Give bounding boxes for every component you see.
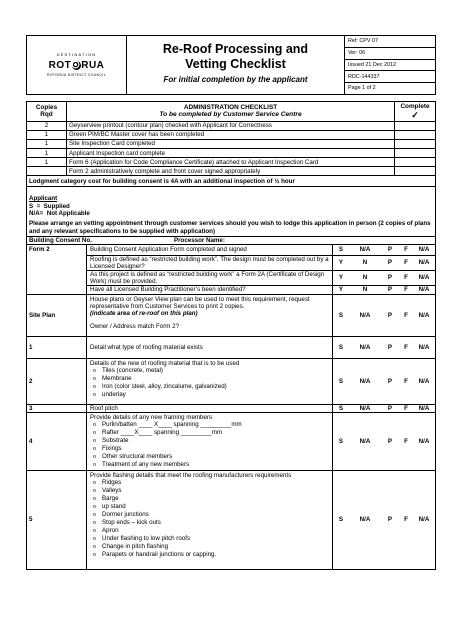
admin-heading: [67, 102, 395, 122]
checklist-table: [26, 236, 436, 570]
checkmark-icon: ✓: [411, 109, 419, 120]
status-f[interactable]: F: [404, 343, 408, 351]
status-na[interactable]: N/A: [359, 311, 371, 319]
status-na[interactable]: N/A: [418, 259, 430, 267]
table-row: [27, 405, 435, 413]
list-item: o Under flashing to low pitch roofs: [102, 535, 329, 543]
list-item: o underlay: [102, 391, 329, 399]
status-y[interactable]: Y: [338, 274, 344, 282]
list-item: o Fixings: [102, 445, 329, 453]
status-s[interactable]: S: [338, 343, 344, 351]
site-plan-desc: [87, 295, 333, 336]
status-na[interactable]: N/A: [359, 343, 371, 351]
vetting-instruction: Please arrange an vetting appointment through customer services should you wish to lodge this application in person (2 copies of plans and any relevant specifications to be supplied with application): [26, 220, 436, 235]
status-cells: [333, 271, 435, 285]
table-row: [87, 245, 435, 256]
status-p[interactable]: P: [387, 516, 393, 524]
status-s[interactable]: S: [338, 516, 344, 524]
site-plan-owner: Owner / Address match Form 2?: [90, 323, 180, 331]
legend-na: [29, 210, 433, 217]
copies-cell: [27, 167, 67, 176]
site-plan-text: House plans or Geyser View plan can be used to meet this requirement, request representative from Customer Services to print 2 copies.: [90, 295, 310, 310]
list-item: o Barge: [102, 495, 329, 503]
document-subtitle: For initial completion by the applicant: [163, 75, 308, 84]
reference-box: [345, 36, 435, 94]
complete-cell[interactable]: [395, 158, 435, 167]
table-row: [27, 337, 435, 359]
status-na[interactable]: N/A: [359, 246, 371, 254]
status-na[interactable]: N/A: [418, 404, 430, 412]
admin-item: Geyserview printout (contour plan) checked with Applicant for Correctness: [67, 122, 395, 131]
list-item: o Stop ends – kick outs: [102, 519, 329, 527]
form2-item: As this project is defined as “restricted building work” a Form 2A (Certificate of Design Work) must be provided.: [87, 271, 333, 285]
admin-checklist: [26, 101, 436, 176]
bullet-list: [90, 421, 329, 469]
status-f[interactable]: F: [404, 404, 408, 412]
document-title-line2: Vetting Checklist: [185, 57, 286, 71]
status-cells: [333, 286, 435, 294]
status-cells: [333, 256, 435, 270]
site-plan-note: (indicate area of re-roof on this plan): [90, 309, 198, 317]
table-row: [87, 271, 435, 286]
item-desc: [87, 413, 333, 470]
list-item: o up stand: [102, 503, 329, 511]
status-s[interactable]: S: [338, 246, 344, 254]
list-item: o Ridges: [102, 479, 329, 487]
logo-destination: DESTINATION: [56, 52, 97, 58]
status-na[interactable]: N/A: [359, 437, 371, 445]
item-number: 1: [27, 337, 87, 358]
item-text: Details of the new of roofing material that is to be used: [90, 359, 240, 367]
status-f[interactable]: F: [404, 286, 408, 294]
logo-wordmark: [49, 60, 105, 72]
council-logo: [27, 36, 127, 94]
form2-item: Have all Licensed Building Practitioner’s been identified?: [87, 286, 333, 294]
status-cells: [333, 245, 435, 255]
status-p[interactable]: P: [387, 377, 393, 385]
list-item: o Substrate: [102, 437, 329, 445]
copies-cell: 1: [27, 131, 67, 140]
table-row: [87, 286, 435, 294]
item-desc: [87, 471, 333, 569]
site-plan-row: [27, 295, 435, 337]
copies-cell: 1: [27, 140, 67, 149]
bullet-list: [90, 479, 329, 559]
status-na[interactable]: N/A: [418, 343, 430, 351]
rdc-number: RDC-144337: [345, 71, 435, 83]
status-na[interactable]: N/A: [418, 516, 430, 524]
copies-cell: 2: [27, 122, 67, 131]
item-number: 5: [27, 471, 87, 569]
status-p[interactable]: P: [387, 311, 393, 319]
applicant-legend: [26, 187, 436, 220]
item-number: 2: [27, 359, 87, 404]
status-p[interactable]: P: [387, 343, 393, 351]
status-cells: [333, 359, 435, 404]
status-f[interactable]: F: [404, 311, 408, 319]
status-p[interactable]: P: [387, 404, 393, 412]
processor-label: Processor Name:: [174, 236, 225, 244]
item-desc: [87, 359, 333, 404]
form2-item: Roofing is defined as “restricted building work”. The design must be completed out by a Licensed Designer?: [87, 256, 333, 270]
status-f[interactable]: F: [404, 274, 408, 282]
complete-cell[interactable]: [395, 167, 435, 176]
status-p[interactable]: P: [387, 437, 393, 445]
logo-o-icon: [72, 61, 81, 70]
document-title-line1: Re-Roof Processing and: [162, 42, 309, 56]
complete-header: [395, 102, 435, 122]
status-s[interactable]: S: [338, 311, 344, 319]
admin-item: Applicant Inspection card complete: [67, 149, 395, 158]
status-na[interactable]: N/A: [359, 516, 371, 524]
table-row: [27, 413, 435, 471]
complete-cell[interactable]: [395, 140, 435, 149]
admin-item: Site Inspection Card completed: [67, 140, 395, 149]
legend-s-text: Supplied: [43, 202, 70, 210]
item-number: 3: [27, 405, 87, 412]
status-na[interactable]: N/A: [418, 246, 430, 254]
status-na[interactable]: N/A: [418, 286, 430, 294]
complete-cell[interactable]: [395, 149, 435, 158]
status-na[interactable]: N/A: [418, 437, 430, 445]
admin-title: ADMINISTRATION CHECKLIST: [183, 103, 278, 111]
legend-s: S: [29, 202, 34, 210]
admin-subtitle: To be completed by Customer Service Centre: [159, 111, 302, 119]
status-y[interactable]: Y: [338, 259, 344, 267]
logo-left: ROT: [48, 60, 72, 71]
status-s[interactable]: S: [338, 404, 344, 412]
list-item: o Tiles (concrete, metal): [102, 367, 329, 375]
item-text: Provide details of any new framing members: [90, 413, 213, 421]
status-f[interactable]: F: [404, 437, 408, 445]
complete-cell[interactable]: [395, 131, 435, 140]
form2-rows: [87, 245, 435, 294]
bullet-list: [90, 367, 329, 399]
status-cells: [333, 471, 435, 569]
list-item: o Apron: [102, 527, 329, 535]
lodgement-note: Lodgment category cost for building consent is 4A with an additional inspection of ½ hour: [26, 176, 436, 187]
title-box: [127, 36, 345, 94]
table-row: [27, 471, 435, 569]
building-consent-label: Building Consent No.: [29, 236, 92, 244]
admin-item: Form 2 administratively complete and front cover signed appropriately: [67, 167, 395, 176]
list-item: o Purlin/batten ____ X____ spanning _________mm: [102, 421, 329, 429]
complete-label: Complete: [400, 102, 430, 110]
table-row: [87, 256, 435, 271]
list-item: o Dormer junctions: [102, 511, 329, 519]
status-f[interactable]: F: [404, 377, 408, 385]
legend-na-text: Not Applicable: [46, 209, 90, 217]
status-n[interactable]: N: [362, 259, 368, 267]
status-cells: [333, 405, 435, 412]
item-number: 4: [27, 413, 87, 470]
status-p[interactable]: P: [387, 286, 393, 294]
legend-na-key: N/A=: [29, 209, 44, 217]
status-cells: [333, 413, 435, 470]
status-s[interactable]: S: [338, 437, 344, 445]
ref-code: Ref: CPV 07: [345, 36, 435, 48]
status-na[interactable]: N/A: [418, 311, 430, 319]
status-cells: [333, 337, 435, 358]
logo-right: RUA: [81, 60, 105, 71]
copies-cell: 1: [27, 149, 67, 158]
list-item: o Change in pitch flashing: [102, 543, 329, 551]
status-y[interactable]: Y: [338, 286, 344, 294]
form2-label: Form 2: [27, 245, 87, 294]
status-f[interactable]: F: [404, 516, 408, 524]
status-na[interactable]: N/A: [359, 404, 371, 412]
list-item: o Membrane: [102, 375, 329, 383]
item-text: Detail what type of roofing material exists: [87, 337, 333, 358]
consent-row: [27, 237, 435, 245]
site-plan-label: Site Plan: [27, 295, 87, 336]
list-item: o Other structural members: [102, 453, 329, 461]
status-na[interactable]: N/A: [418, 274, 430, 282]
logo-council: ROTORUA DISTRICT COUNCIL: [46, 72, 107, 77]
list-item: o Valleys: [102, 487, 329, 495]
copies-cell: 1: [27, 158, 67, 167]
status-n[interactable]: N: [362, 286, 368, 294]
issue-date: Issued 21 Dec 2012: [345, 60, 435, 72]
status-p[interactable]: P: [387, 246, 393, 254]
page-number: Page 1 of 2: [348, 85, 376, 92]
admin-item: Green PIM/BC Master cover has been completed: [67, 131, 395, 140]
admin-item: Form 6 (Application for Code Compliance Certificate) attached to Applicant Inspection Card: [67, 158, 395, 167]
copies-header: Copies Rqd: [27, 102, 67, 122]
list-item: o Rafter ____X____ spanning _________mm: [102, 429, 329, 437]
version: Ver: 06: [345, 48, 435, 60]
header: [26, 35, 436, 95]
legend-eq: =: [36, 202, 41, 210]
status-p[interactable]: P: [387, 274, 393, 282]
form2-block: [27, 245, 435, 295]
status-s[interactable]: S: [338, 377, 344, 385]
list-item: o Parapets or handrail junctions or capping.: [102, 551, 329, 559]
list-item: o Treatment of any new members: [102, 461, 329, 469]
status-cells: [333, 295, 435, 336]
list-item: o Iron (color steel, alloy, zincalume, galvanized): [102, 383, 329, 391]
status-f[interactable]: F: [404, 259, 408, 267]
status-n[interactable]: N: [362, 274, 368, 282]
status-na[interactable]: N/A: [418, 377, 430, 385]
status-p[interactable]: P: [387, 259, 393, 267]
status-f[interactable]: F: [404, 246, 408, 254]
legend-supplied: [29, 203, 433, 210]
item-text: Roof pitch: [87, 405, 333, 412]
item-text: Provide flashing details that meet the roofing manufacturers requirements: [90, 471, 292, 479]
form2-item: Building Consent Application Form completed and signed: [87, 245, 333, 255]
table-row: [27, 359, 435, 405]
status-na[interactable]: N/A: [359, 377, 371, 385]
complete-cell[interactable]: [395, 122, 435, 131]
legend-title: Applicant: [29, 195, 58, 203]
